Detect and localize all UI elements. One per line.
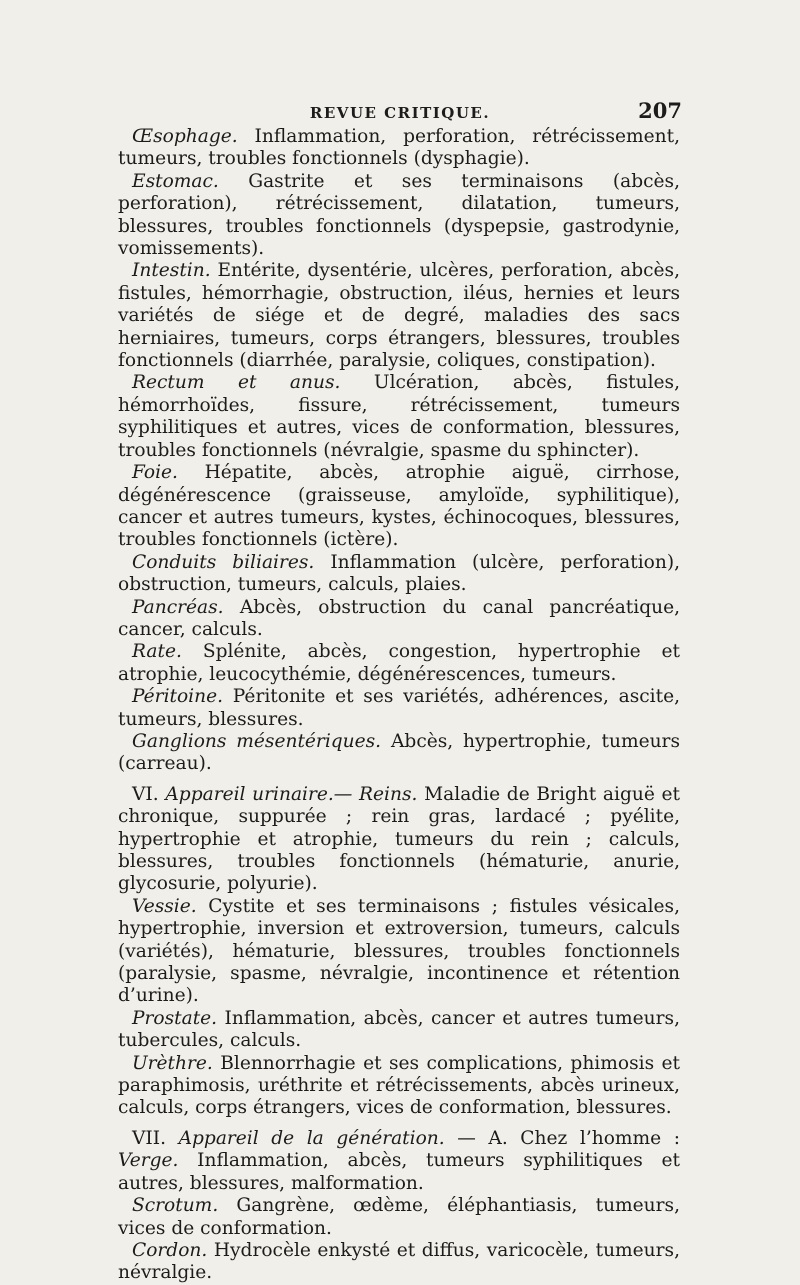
term: Rate. xyxy=(132,641,182,663)
paragraph-text: Inflammation, abcès, tumeurs syphilitiques et autres, blessures, malformation. xyxy=(118,1150,680,1194)
paragraph-text: Inflammation (ulcère, perforation), obstruction, tumeurs, calculs, plaies. xyxy=(118,551,681,596)
paragraph-foie xyxy=(118,462,680,552)
paragraph-pancreas xyxy=(118,597,680,642)
term: Intestin. xyxy=(132,260,211,282)
page-number: 207 xyxy=(638,98,682,123)
paragraph-text: Inflammation, perforation, rétrécissement, tumeurs, troubles fonctionnels (dysphagie). xyxy=(118,126,680,170)
paragraph-text: Splénite, abcès, congestion, hypertrophie et atrophie, leucocythémie, dégénérescences, tumeurs. xyxy=(118,641,680,685)
paragraph-text: Maladie de Bright aiguë et chronique, suppurée ; rein gras, lardacé ; pyélite, hypertrophie et atrophie, tumeurs du rein ; calculs, blessures, troubles fonctionnels (hématurie, anurie, glycosurie, polyurie). xyxy=(118,783,680,895)
paragraph-text: Cystite et ses terminaisons ; fistules vésicales, hypertrophie, inversion et extroversion, tumeurs, calculs (variétés), hématurie, blessures, troubles fonctionnels (paralysie, spasme, névralgie, incontinence et rétention d’urine). xyxy=(118,895,680,1007)
paragraph-text: Ulcération, abcès, fistules, hémorrhoïdes, fissure, rétrécissement, tumeurs syphilitiques et autres, vices de conformation, blessures, troubles fonctionnels (névralgie, spasme du sphincter). xyxy=(118,372,681,461)
paragraph-text: Hépatite, abcès, atrophie aiguë, cirrhose, dégénérescence (graisseuse, amyloïde, syphilitique), cancer et autres tumeurs, kystes, échinocoques, blessures, troubles fonctionnels (ictère). xyxy=(118,462,680,551)
paragraph-text: Abcès, obstruction du canal pancréatique, cancer, calculs. xyxy=(118,596,680,640)
term: Vessie. xyxy=(132,895,197,917)
section-vi-reins xyxy=(118,784,680,896)
section-number: VII. xyxy=(132,1127,179,1149)
term: Appareil urinaire.— Reins. xyxy=(165,783,418,805)
running-header xyxy=(118,98,682,124)
term: Cordon. xyxy=(132,1239,208,1261)
paragraph-text: — A. Chez l’homme : xyxy=(444,1127,680,1149)
term: Urèthre. xyxy=(132,1052,213,1074)
term: Pancréas. xyxy=(132,596,224,618)
paragraph-cordon xyxy=(118,1240,680,1285)
term: Œsophage. xyxy=(132,126,238,147)
paragraph-peritoine xyxy=(118,686,680,731)
paragraph-text: Gastrite et ses terminaisons (abcès, perforation), rétrécissement, dilatation, tumeurs, blessures, troubles fonctionnels (dyspepsie, gastrodynie, vomissements). xyxy=(118,170,680,260)
term: Rectum et anus. xyxy=(132,372,341,394)
paragraph-prostate xyxy=(118,1008,680,1053)
paragraph-vessie xyxy=(118,896,680,1008)
paragraph-oesophage xyxy=(118,126,680,171)
paragraph-urethre xyxy=(118,1053,680,1120)
paragraph-intestin xyxy=(118,260,680,372)
term: Ganglions mésentériques. xyxy=(132,730,382,752)
paragraph-text: Abcès, hypertrophie, tumeurs (carreau). xyxy=(118,730,680,775)
paragraph-text: Inflammation, abcès, cancer et autres tumeurs, tubercules, calculs. xyxy=(118,1007,680,1052)
running-title: REVUE CRITIQUE. xyxy=(309,104,491,122)
term: Péritoine. xyxy=(132,686,224,708)
paragraph-estomac xyxy=(118,171,680,261)
term: Conduits biliaires. xyxy=(132,551,315,573)
term: Estomac. xyxy=(132,170,219,192)
paragraph-conduits-biliaires xyxy=(118,552,680,597)
paragraph-rate xyxy=(118,641,680,686)
paragraph-scrotum xyxy=(118,1195,680,1240)
paragraph-text: Entérite, dysentérie, ulcères, perforation, abcès, fistules, hémorrhagie, obstruction, iléus, hernies et leurs variétés de siége et de degré, maladies des sacs herniaires, tumeurs, corps étrangers, blessures, troubles fonctionnels (diarrhée, paralysie, coliques, constipation). xyxy=(118,260,680,372)
section-vii-generation xyxy=(118,1128,680,1195)
section-number: VI. xyxy=(132,783,166,805)
term: Prostate. xyxy=(132,1007,218,1029)
term: Verge. xyxy=(118,1150,179,1172)
paragraph-text: Gangrène, œdème, éléphantiasis, tumeurs, vices de conformation. xyxy=(118,1195,680,1239)
paragraph-text: Blennorrhagie et ses complications, phimosis et paraphimosis, uréthrite et rétrécissements, abcès urineux, calculs, corps étrangers, vices de conformation, blessures. xyxy=(118,1052,680,1119)
term: Appareil de la génération. xyxy=(178,1127,445,1149)
paragraph-ganglions xyxy=(118,731,680,776)
term: Scrotum. xyxy=(132,1195,219,1217)
paragraph-text: Péritonite et ses variétés, adhérences, ascite, tumeurs, blessures. xyxy=(118,686,680,730)
term: Foie. xyxy=(132,462,178,484)
text-body xyxy=(118,126,680,1285)
paragraph-text: Hydrocèle enkysté et diffus, varicocèle, tumeurs, névralgie. xyxy=(118,1239,680,1284)
paragraph-rectum xyxy=(118,372,680,462)
